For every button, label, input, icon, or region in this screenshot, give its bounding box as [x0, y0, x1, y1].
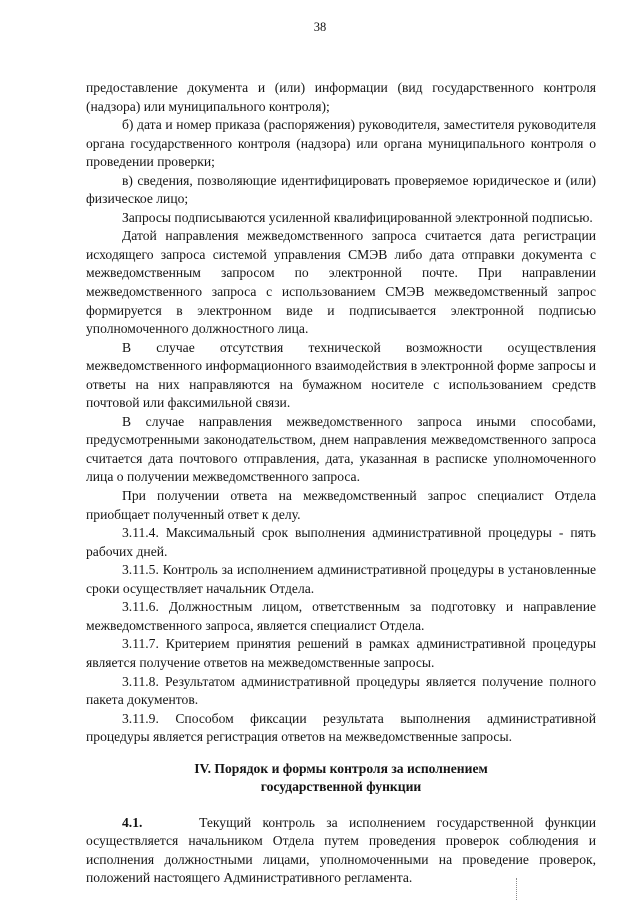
- section-heading: [86, 760, 596, 797]
- paragraph-1: предоставление документа и (или) информации (вид государственного контроля (надзора) или муниципального контроля);: [86, 80, 596, 114]
- paragraph-5: Датой направления межведомственного запроса считается дата регистрации исходящего запроса системой управления СМЭВ либо дата отправки документа с межведомственным запросом по электронной почте. При направлении межведомственного запроса с использованием СМЭВ межведомственный запрос формируется в электронном виде и подписывается электронной подписью уполномоченного должностного лица.: [86, 228, 596, 337]
- paragraph-number: 4.1.: [122, 814, 143, 830]
- page-number: 38: [313, 20, 327, 34]
- paragraph-14: 3.11.9. Способом фиксации результата выполнения административной процедуры является регистрация ответов на межведомственные запросы.: [86, 710, 596, 745]
- paragraph-9: 3.11.4. Максимальный срок выполнения административной процедуры - пять рабочих дней.: [86, 525, 596, 559]
- paragraph-2: б) дата и номер приказа (распоряжения) руководителя, заместителя руководителя органа государственного контроля (надзора) или органа муниципального контроля о проведении проверки;: [86, 117, 596, 170]
- paragraph-4: Запросы подписываются усиленной квалифицированной электронной подписью.: [122, 209, 593, 225]
- document-body: [86, 79, 596, 888]
- scan-edge-mark: [516, 878, 521, 900]
- paragraph-3: в) сведения, позволяющие идентифицировать проверяемое юридическое и (или) физическое лицо;: [86, 172, 596, 207]
- paragraph-12: 3.11.7. Критерием принятия решений в рамках административной процедуры является получение ответов на межведомственные запросы.: [86, 636, 596, 670]
- paragraph-7: В случае направления межведомственного запроса иными способами, предусмотренными законодательством, днем направления межведомственного запроса считается дата почтового отправления, дата, указанная в расписке уполномоченного лица о получении межведомственного запроса.: [86, 413, 596, 485]
- paragraph-4-1-text: Текущий контроль за исполнением государственной функции осуществляется начальником Отдела путем проведения проверок соблюдения и исполнения должностными лицами, уполномоченными на проведение проверок, положений настоящего Административного регламента.: [86, 814, 596, 886]
- paragraph-11: 3.11.6. Должностным лицом, ответственным за подготовку и направление межведомственного запроса, является специалист Отдела.: [86, 599, 596, 633]
- section-heading-line-2: государственной функции: [260, 779, 422, 795]
- paragraph-8: При получении ответа на межведомственный запрос специалист Отдела приобщает полученный ответ к делу.: [86, 488, 596, 522]
- section-heading-line-1: IV. Порядок и формы контроля за исполнением: [194, 760, 488, 776]
- paragraph-4-1: [86, 814, 596, 888]
- paragraph-10: 3.11.5. Контроль за исполнением административной процедуры в установленные сроки осуществляет начальник Отдела.: [86, 562, 596, 596]
- paragraph-6: В случае отсутствия технической возможности осуществления межведомственного информационного взаимодействия в электронной форме запросы и ответы на них направляются на бумажном носителе с использованием средств почтовой или факсимильной связи.: [86, 339, 596, 411]
- paragraph-13: 3.11.8. Результатом административной процедуры является получение полного пакета документов.: [86, 673, 596, 708]
